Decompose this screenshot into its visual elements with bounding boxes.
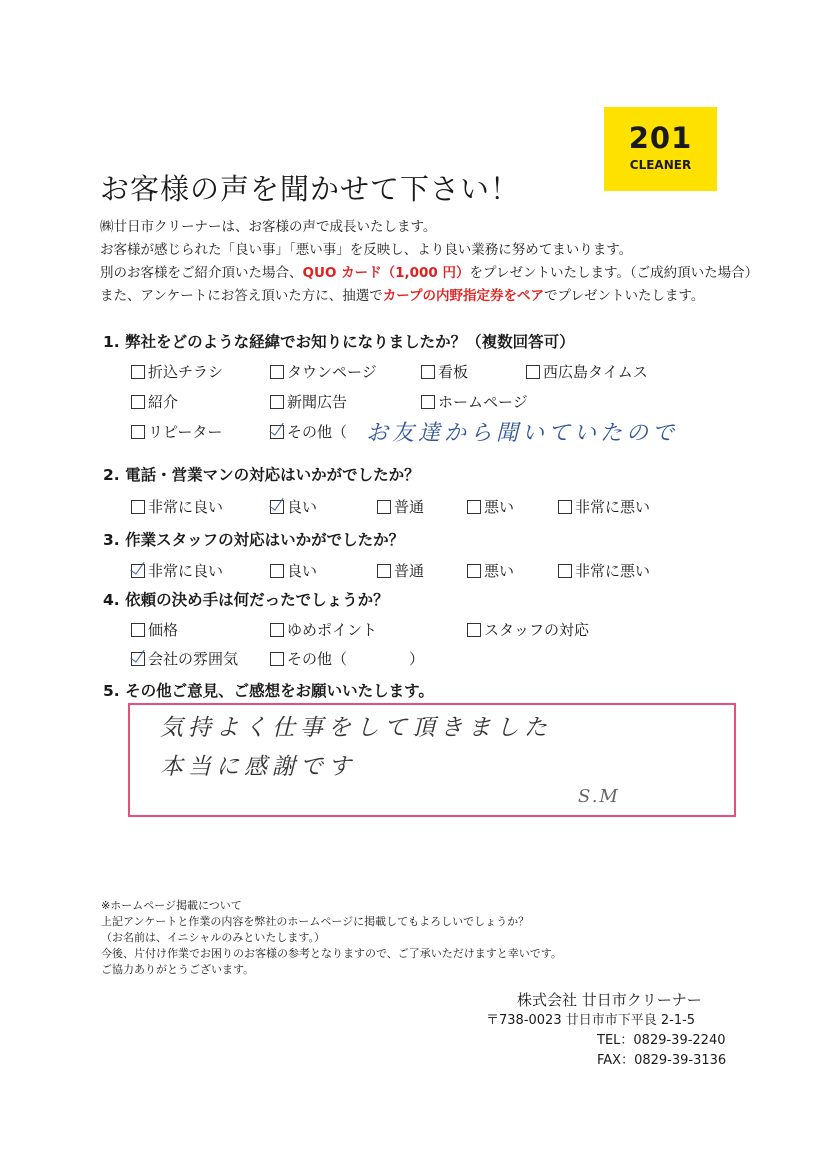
q1-option-referral[interactable]: 紹介	[131, 391, 178, 412]
checkbox-checked[interactable]	[270, 425, 284, 439]
checkbox-checked[interactable]	[131, 652, 145, 666]
checkbox[interactable]	[131, 500, 145, 514]
q1-option-flyer[interactable]: 折込チラシ	[131, 361, 223, 382]
checkbox[interactable]	[270, 652, 284, 666]
checkbox[interactable]	[377, 500, 391, 514]
q2-heading: 2. 電話・営業マンの対応はいかがでしたか？	[103, 466, 420, 484]
checkbox-checked[interactable]	[131, 564, 145, 578]
q1-option-repeater[interactable]: リピーター	[131, 421, 222, 442]
q1-option-townpage[interactable]: タウンページ	[270, 361, 377, 382]
note-line-2: 上記アンケートと作業の内容を弊社のホームページに掲載してもよろしいでしょうか？	[101, 915, 530, 928]
q2-option-very-good[interactable]: 非常に良い	[131, 496, 223, 517]
q3-option-very-good[interactable]: 非常に良い	[131, 560, 223, 581]
q2-option-bad[interactable]: 悪い	[467, 496, 514, 517]
checkbox[interactable]	[131, 365, 145, 379]
intro-line-2: お客様が感じられた「良い事」「悪い事」を反映し、より良い業務に努めてまいります。	[100, 242, 633, 258]
q4-option-yume-point[interactable]: ゆめポイント	[270, 619, 377, 640]
q1-option-nishihiroshima-times[interactable]: 西広島タイムス	[526, 361, 648, 382]
checkbox-checked[interactable]	[270, 500, 284, 514]
checkbox[interactable]	[421, 365, 435, 379]
q2-option-average[interactable]: 普通	[377, 496, 424, 517]
note-line-4: 今後、片付け作業でお困りのお客様の参考となりますので、ご了承いただけますと幸いです。	[101, 947, 562, 960]
q3-heading: 3. 作業スタッフの対応はいかがでしたか？	[103, 531, 405, 549]
checkbox[interactable]	[526, 365, 540, 379]
page-title: お客様の声を聞かせて下さい！	[100, 172, 521, 206]
checkbox[interactable]	[270, 365, 284, 379]
intro-line-3-post: をプレゼントいたします。（ご成約頂いた場合）	[469, 265, 759, 281]
q2-option-good[interactable]: 良い	[270, 496, 317, 517]
checkbox[interactable]	[467, 500, 481, 514]
checkbox[interactable]	[270, 564, 284, 578]
checkbox[interactable]	[377, 564, 391, 578]
q4-option-other[interactable]: その他（	[270, 648, 347, 669]
intro-line-4-post: でプレゼントいたします。	[544, 288, 705, 304]
q1-heading: 1. 弊社をどのような経緯でお知りになりましたか？（複数回答可）	[103, 333, 575, 351]
q1-option-newspaper[interactable]: 新聞広告	[270, 391, 347, 412]
note-line-1: ※ホームページ掲載について	[101, 899, 242, 912]
checkbox[interactable]	[131, 623, 145, 637]
q3-option-good[interactable]: 良い	[270, 560, 317, 581]
checkbox[interactable]	[421, 395, 435, 409]
checkbox[interactable]	[558, 500, 572, 514]
q3-option-very-bad[interactable]: 非常に悪い	[558, 560, 650, 581]
q3-option-average[interactable]: 普通	[377, 560, 424, 581]
carp-ticket-offer: カープの内野指定券をペア	[382, 288, 545, 304]
logo-subtitle: CLEANER	[629, 158, 692, 172]
intro-line-3-pre: 別のお客様をご紹介頂いた場合、	[100, 265, 303, 281]
q2-option-very-bad[interactable]: 非常に悪い	[558, 496, 650, 517]
company-name: 株式会社 廿日市クリーナー	[517, 991, 702, 1009]
q1-option-other[interactable]: その他（	[270, 421, 347, 442]
company-logo	[604, 107, 717, 191]
intro-line-1: ㈱廿日市クリーナーは、お客様の声で成長いたします。	[100, 219, 437, 235]
q4-option-price[interactable]: 価格	[131, 619, 178, 640]
q4-option-staff[interactable]: スタッフの対応	[467, 619, 589, 640]
q3-option-bad[interactable]: 悪い	[467, 560, 514, 581]
q4-option-atmosphere[interactable]: 会社の雰囲気	[131, 648, 238, 669]
comment-line-2: 本当に感謝です	[160, 754, 356, 780]
checkbox[interactable]	[131, 425, 145, 439]
checkbox[interactable]	[131, 395, 145, 409]
intro-line-4-pre: また、アンケートにお答え頂いた方に、抽選で	[100, 288, 383, 304]
logo-number: 201	[628, 121, 693, 155]
intro-line-4	[100, 284, 704, 304]
checkbox[interactable]	[467, 623, 481, 637]
company-tel: TEL：0829-39-2240	[597, 1033, 726, 1048]
comment-initials: S.M	[578, 786, 620, 807]
note-line-3: （お名前は、イニシャルのみといたします。）	[101, 931, 325, 944]
q1-option-homepage[interactable]: ホームページ	[421, 391, 528, 412]
company-fax: FAX：0829-39-3136	[597, 1053, 727, 1068]
q4-other-close-paren: ）	[409, 650, 425, 668]
checkbox[interactable]	[467, 564, 481, 578]
intro-line-3	[100, 261, 758, 281]
note-line-5: ご協力ありがとうございます。	[101, 963, 255, 976]
checkbox[interactable]	[270, 623, 284, 637]
q1-other-handwritten: お友達から聞いていたので	[366, 421, 679, 446]
q1-option-signboard[interactable]: 看板	[421, 361, 468, 382]
company-address: 〒738-0023 廿日市市下平良 2-1-5	[486, 1013, 696, 1028]
comment-line-1: 気持よく仕事をして頂きました	[160, 715, 552, 741]
q5-heading: 5. その他ご意見、ご感想をお願いいたします。	[103, 682, 434, 700]
q4-heading: 4. 依頼の決め手は何だったでしょうか？	[103, 591, 389, 609]
quo-card-offer: QUO カード（1,000 円）	[302, 265, 470, 281]
checkbox[interactable]	[558, 564, 572, 578]
checkbox[interactable]	[270, 395, 284, 409]
